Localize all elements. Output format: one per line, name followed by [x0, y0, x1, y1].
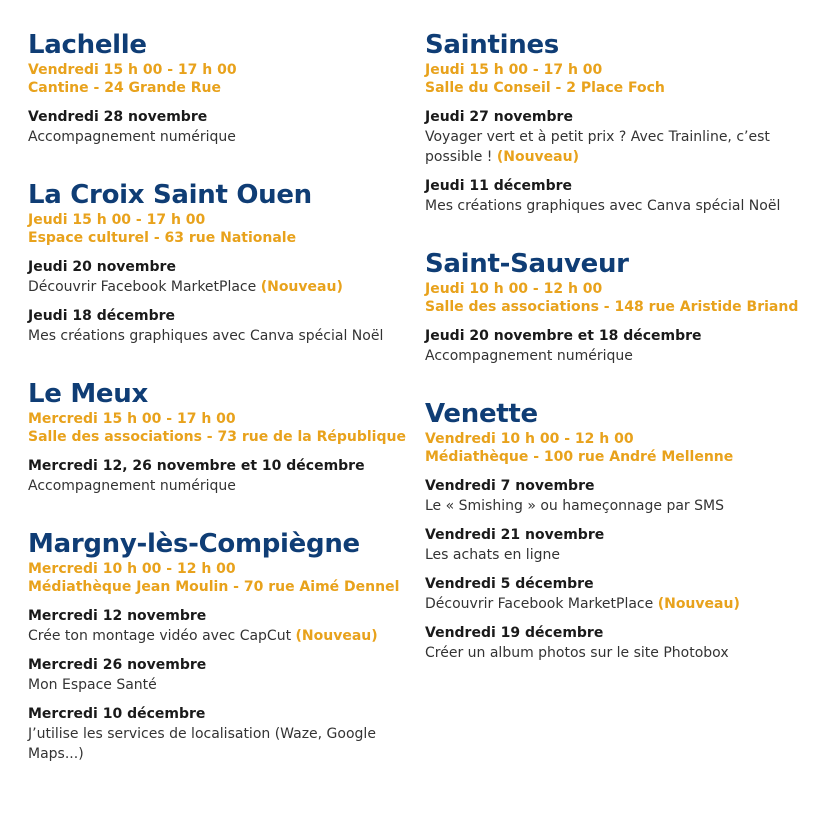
- event-description-text: Crée ton montage vidéo avec CapCut: [28, 628, 292, 644]
- event-description: [28, 675, 408, 695]
- venue-schedule: Mercredi 15 h 00 - 17 h 00: [28, 411, 236, 427]
- event-description: [28, 626, 408, 646]
- event-item: [28, 306, 408, 346]
- event-date: Jeudi 20 novembre et 18 décembre: [425, 328, 702, 344]
- event-description: [425, 545, 805, 565]
- event-description-text: Accompagnement numérique: [425, 348, 633, 364]
- venue-block: [28, 378, 408, 496]
- venue-block: [28, 528, 408, 764]
- event-list: [28, 257, 408, 346]
- venue-address: Médiathèque - 100 rue André Mellenne: [425, 449, 734, 465]
- event-description-text: Créer un album photos sur le site Photobox: [425, 645, 729, 661]
- venue-address: Cantine - 24 Grande Rue: [28, 80, 221, 96]
- venue-city: Margny-lès-Compiègne: [28, 529, 360, 559]
- venue-schedule: Vendredi 15 h 00 - 17 h 00: [28, 62, 237, 78]
- venue-city: Saintines: [425, 30, 559, 60]
- right-column: [425, 29, 805, 695]
- event-description: [28, 724, 408, 764]
- event-list: [28, 606, 408, 764]
- event-date: Jeudi 11 décembre: [425, 178, 573, 194]
- event-description-text: Voyager vert et à petit prix ? Avec Trainline, c’est possible !: [425, 129, 770, 165]
- event-item: [425, 623, 805, 663]
- venue-address: Salle des associations - 148 rue Aristide Briand: [425, 299, 799, 315]
- venue-address: Salle des associations - 73 rue de la République: [28, 429, 406, 445]
- event-item: [28, 107, 408, 147]
- new-badge: (Nouveau): [496, 149, 579, 165]
- venue-block: [28, 29, 408, 147]
- venue-address: Médiathèque Jean Moulin - 70 rue Aimé Dennel: [28, 579, 400, 595]
- event-description: [425, 594, 805, 614]
- event-date: Mercredi 12, 26 novembre et 10 décembre: [28, 458, 365, 474]
- venue-schedule: Mercredi 10 h 00 - 12 h 00: [28, 561, 236, 577]
- event-description: [425, 196, 805, 216]
- event-description: [28, 476, 408, 496]
- left-column: [28, 29, 408, 796]
- event-date: Vendredi 5 décembre: [425, 576, 594, 592]
- event-description: [425, 643, 805, 663]
- event-date: Vendredi 19 décembre: [425, 625, 604, 641]
- venue-block: [425, 398, 805, 663]
- event-description-text: Découvrir Facebook MarketPlace: [28, 279, 257, 295]
- event-date: Jeudi 27 novembre: [425, 109, 573, 125]
- new-badge: (Nouveau): [260, 279, 343, 295]
- event-date: Mercredi 12 novembre: [28, 608, 207, 624]
- new-badge: (Nouveau): [657, 596, 740, 612]
- event-item: [425, 476, 805, 516]
- venue-city: Lachelle: [28, 30, 147, 60]
- event-list: [28, 456, 408, 496]
- venue-city: Venette: [425, 399, 538, 429]
- event-date: Jeudi 18 décembre: [28, 308, 176, 324]
- event-item: [28, 655, 408, 695]
- event-description-text: J’utilise les services de localisation (Waze, Google Maps...): [28, 726, 376, 762]
- venue-schedule: Jeudi 10 h 00 - 12 h 00: [425, 281, 603, 297]
- venue-block: [425, 248, 805, 366]
- event-date: Mercredi 26 novembre: [28, 657, 207, 673]
- event-description-text: Découvrir Facebook MarketPlace: [425, 596, 654, 612]
- event-date: Jeudi 20 novembre: [28, 259, 176, 275]
- venue-schedule: Jeudi 15 h 00 - 17 h 00: [28, 212, 206, 228]
- event-date: Mercredi 10 décembre: [28, 706, 206, 722]
- event-item: [28, 257, 408, 297]
- event-item: [425, 574, 805, 614]
- venue-city: La Croix Saint Ouen: [28, 180, 312, 210]
- event-description: [28, 277, 408, 297]
- event-description-text: Accompagnement numérique: [28, 129, 236, 145]
- event-description: [28, 326, 408, 346]
- event-description: [425, 346, 805, 366]
- event-description-text: Accompagnement numérique: [28, 478, 236, 494]
- event-description-text: Les achats en ligne: [425, 547, 560, 563]
- new-badge: (Nouveau): [295, 628, 378, 644]
- event-description-text: Mon Espace Santé: [28, 677, 157, 693]
- venue-schedule: Jeudi 15 h 00 - 17 h 00: [425, 62, 603, 78]
- venue-block: [28, 179, 408, 346]
- event-description: [425, 496, 805, 516]
- event-item: [425, 326, 805, 366]
- event-item: [425, 525, 805, 565]
- venue-block: [425, 29, 805, 216]
- venue-city: Saint-Sauveur: [425, 249, 629, 279]
- venue-schedule: Vendredi 10 h 00 - 12 h 00: [425, 431, 634, 447]
- event-description-text: Mes créations graphiques avec Canva spécial Noël: [28, 328, 384, 344]
- event-list: [425, 107, 805, 216]
- venue-address: Salle du Conseil - 2 Place Foch: [425, 80, 665, 96]
- event-description-text: Le « Smishing » ou hameçonnage par SMS: [425, 498, 724, 514]
- event-description: [28, 127, 408, 147]
- event-item: [425, 107, 805, 167]
- venue-city: Le Meux: [28, 379, 148, 409]
- event-description: [425, 127, 805, 167]
- event-item: [28, 456, 408, 496]
- event-item: [425, 176, 805, 216]
- event-list: [425, 476, 805, 663]
- event-item: [28, 704, 408, 764]
- event-date: Vendredi 7 novembre: [425, 478, 595, 494]
- event-date: Vendredi 21 novembre: [425, 527, 605, 543]
- event-item: [28, 606, 408, 646]
- event-list: [28, 107, 408, 147]
- event-list: [425, 326, 805, 366]
- event-date: Vendredi 28 novembre: [28, 109, 208, 125]
- event-description-text: Mes créations graphiques avec Canva spécial Noël: [425, 198, 781, 214]
- venue-address: Espace culturel - 63 rue Nationale: [28, 230, 297, 246]
